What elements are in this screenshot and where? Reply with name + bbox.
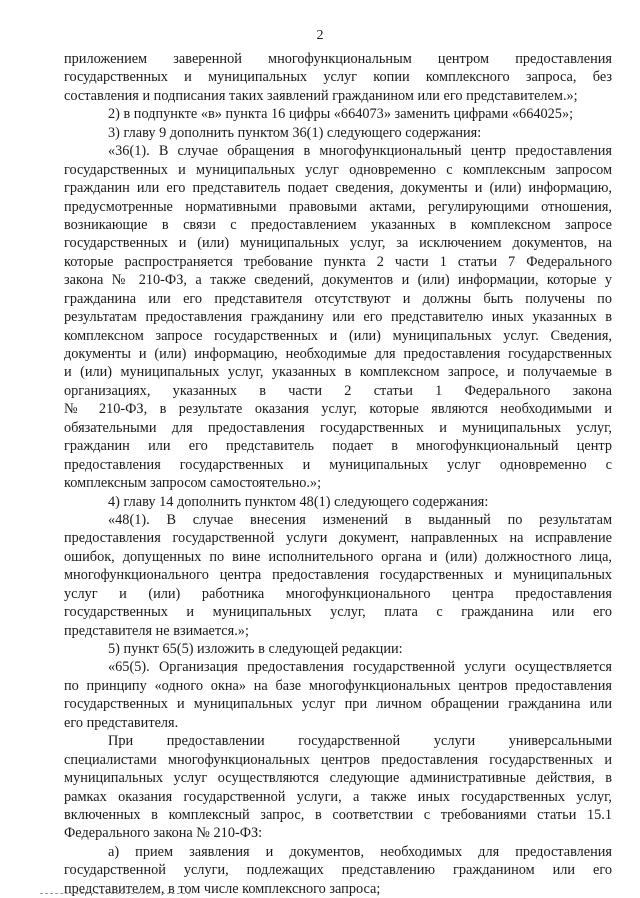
text-line: возникающие в связи с предоставлением указанных в комплексном запросе [64,216,612,233]
text-line: результатам предоставления гражданину или его представителю иных указанных в [64,309,612,326]
text-line: услуг и (или) работника многофункционального центра предоставления [64,585,612,602]
text-line: представителем, в том числе комплексного запроса; [64,880,381,897]
text-line: комплексном запросе государственных и (или) муниципальных услуг. Сведения, [64,327,612,344]
text-line: гражданина или его представителя отсутствуют и должны быть получены по [64,290,612,307]
text-line: комплексным запросом самостоятельно.»; [64,475,322,492]
text-line: представителя не взимается.»; [64,622,249,639]
text-line: его представителя. [64,714,179,731]
text-line: «48(1). В случае внесения изменений в выданный по результатам [108,511,612,528]
page-number: 2 [316,28,324,43]
text-line: закона № 210-ФЗ, а также сведений, документов и (или) информации, которые у [64,272,612,289]
text-line: предоставления государственной услуги документ, направленных на исправление [64,530,612,547]
text-line: 3) главу 9 дополнить пунктом 36(1) следующего содержания: [108,124,482,141]
text-line: 2) в подпункте «в» пункта 16 цифры «664073» заменить цифрами «664025»; [108,106,574,123]
text-line: «65(5). Организация предоставления государственной услуги осуществляется [108,659,612,676]
text-line: многофункционального центра предоставления государственных и муниципальных [64,567,612,584]
text-line: организациях, указанных в части 2 статьи 1 Федерального закона [64,382,612,399]
text-line: которые распространяется требование пункта 2 части 1 статьи 7 Федерального [64,253,612,270]
text-line: предусмотренные нормативными правовыми актами, регулирующими отношения, [64,198,612,215]
text-line: государственных и (или) муниципальных услуг, за исключением документов, на [64,235,612,252]
text-line: 5) пункт 65(5) изложить в следующей редакции: [108,641,403,657]
text-line: Федерального закона № 210-ФЗ: [64,825,263,842]
text-line: обязательными для предоставления государственных и муниципальных услуг, [64,419,612,436]
text-line: предоставления государственных и муниципальных услуг одновременно с [64,456,612,473]
text-line: по принципу «одного окна» на базе многофункциональных центров предоставления [64,677,612,694]
text-line: государственных и муниципальных услуг, плата с гражданина или его [64,604,612,621]
text-line: № 210-ФЗ, в результате оказания услуг, которые являются необходимыми и [64,401,612,418]
text-line: гражданин или его представитель подает в многофункциональный центр [64,438,612,455]
text-line: а) прием заявления и документов, необходимых для предоставления [108,843,612,860]
text-line: специалистами многофункциональных центров предоставления государственных и [64,751,612,768]
text-line: муниципальных услуг осуществляются следующие административные действия, в [64,770,612,787]
text-line: ошибок, допущенных по вине исполнительного органа и (или) должностного лица, [64,548,612,565]
text-line: государственных и муниципальных услуг при личном обращении гражданина или [64,696,612,713]
text-line: гражданин или его представитель подает сведения, документы и (или) информацию, [64,180,612,197]
text-line: При предоставлении государственной услуги универсальными [108,733,612,750]
text-line: государственных и муниципальных услуг одновременно с комплексным запросом [64,161,612,178]
text-line: рамках оказания государственной услуги, а также иных государственных услуг, [64,788,612,805]
text-line: приложением заверенной многофункциональным центром предоставления [64,51,612,67]
text-line: государственных и муниципальных услуг копии комплексного запроса, без [64,69,612,86]
text-line: «36(1). В случае обращения в многофункциональный центр предоставления [108,143,612,160]
text-line: и (или) муниципальных услуг, указанных в комплексном запросе, и получаемые в [64,364,612,381]
document-body [64,50,612,898]
text-line: документы и (или) информацию, необходимые для предоставления государственных [64,346,612,362]
text-line: государственной услуги, подлежащих представлению гражданином или его [64,862,612,879]
text-line: составления и подписания таких заявлений гражданином или его представителем.»; [64,87,578,104]
text-line: 4) главу 14 дополнить пунктом 48(1) следующего содержания: [108,493,489,510]
text-line: включенных в комплексный запрос, в соответствии с требованиями статьи 15.1 [64,806,612,823]
footer-divider [40,893,190,894]
